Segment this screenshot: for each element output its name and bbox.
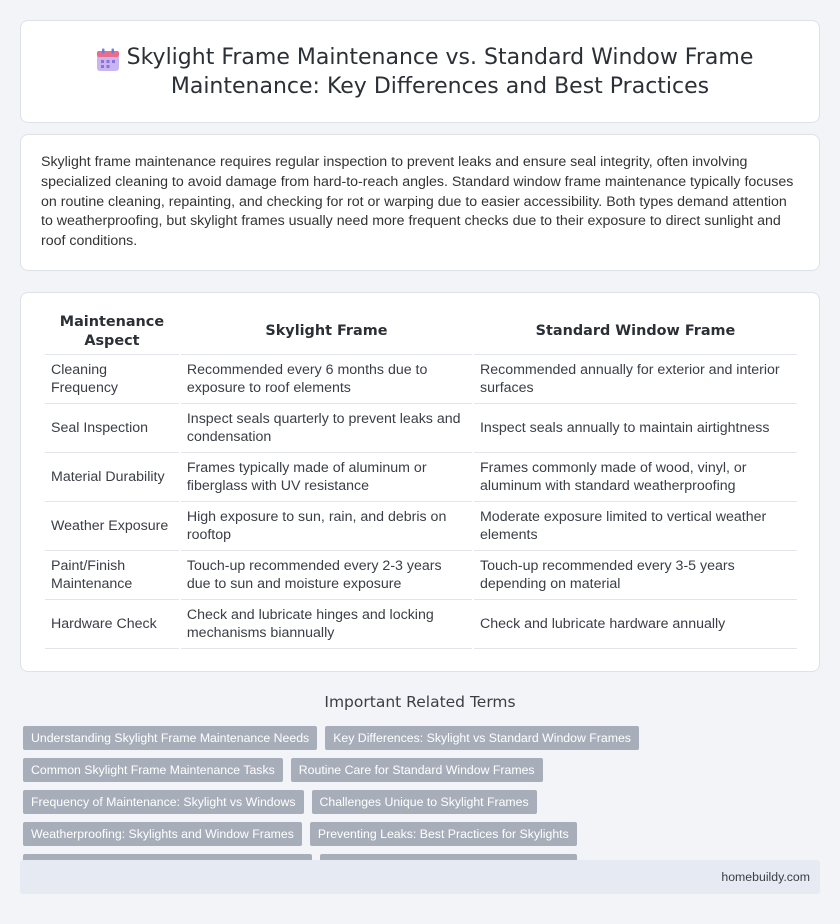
table-row: [45, 355, 797, 404]
standard-cell: Inspect seals annually to maintain airtightness: [474, 404, 797, 453]
related-term-tag[interactable]: Routine Care for Standard Window Frames: [291, 758, 543, 782]
related-term-tag[interactable]: Challenges Unique to Skylight Frames: [312, 790, 537, 814]
skylight-cell: Recommended every 6 months due to exposure to roof elements: [181, 355, 472, 404]
related-term-tag[interactable]: Common Skylight Frame Maintenance Tasks: [23, 758, 283, 782]
aspect-cell: Paint/Finish Maintenance: [45, 551, 179, 600]
related-term-tag[interactable]: Preventing Leaks: Best Practices for Skylights: [310, 822, 577, 846]
related-terms-list: [23, 726, 823, 878]
table-row: [45, 502, 797, 551]
aspect-cell: Hardware Check: [45, 600, 179, 649]
standard-cell: Frames commonly made of wood, vinyl, or aluminum with standard weatherproofing: [474, 453, 797, 502]
table-row: [45, 600, 797, 649]
table-row: [45, 453, 797, 502]
related-term-tag[interactable]: Weatherproofing: Skylights and Window Frames: [23, 822, 302, 846]
skylight-cell: Inspect seals quarterly to prevent leaks and condensation: [181, 404, 472, 453]
skylight-cell: Frames typically made of aluminum or fiberglass with UV resistance: [181, 453, 472, 502]
related-term-tag[interactable]: Key Differences: Skylight vs Standard Window Frames: [325, 726, 639, 750]
table-header-row: [45, 309, 797, 355]
footer-site-link[interactable]: homebuildy.com: [721, 870, 810, 884]
skylight-cell: High exposure to sun, rain, and debris on rooftop: [181, 502, 472, 551]
intro-card: [20, 134, 820, 271]
standard-cell: Touch-up recommended every 3-5 years depending on material: [474, 551, 797, 600]
related-term-tag[interactable]: Frequency of Maintenance: Skylight vs Windows: [23, 790, 304, 814]
title-card: [20, 20, 820, 123]
comparison-table: [43, 309, 799, 649]
header-skylight: Skylight Frame: [181, 309, 472, 355]
aspect-cell: Cleaning Frequency: [45, 355, 179, 404]
intro-paragraph: Skylight frame maintenance requires regular inspection to prevent leaks and ensure seal integrity, often involving specialized cleaning to avoid damage from hard-to-reach angles. Standard window frame maintenance typically focuses on routine cleaning, repainting, and checking for rot or warping due to easier accessibility. Both types demand attention to weatherproofing, but skylight frames usually need more frequent checks due to their exposure to direct sunlight and roof conditions.: [41, 154, 794, 250]
table-row: [45, 404, 797, 453]
page-title: Skylight Frame Maintenance vs. Standard Window Frame Maintenance: Key Differences and Best Practices: [126, 44, 754, 99]
footer: [20, 860, 820, 894]
aspect-cell: Seal Inspection: [45, 404, 179, 453]
aspect-cell: Material Durability: [45, 453, 179, 502]
aspect-cell: Weather Exposure: [45, 502, 179, 551]
standard-cell: Recommended annually for exterior and interior surfaces: [474, 355, 797, 404]
skylight-cell: Touch-up recommended every 2-3 years due to sun and moisture exposure: [181, 551, 472, 600]
header-standard: Standard Window Frame: [474, 309, 797, 355]
skylight-cell: Check and lubricate hinges and locking mechanisms biannually: [181, 600, 472, 649]
standard-cell: Moderate exposure limited to vertical weather elements: [474, 502, 797, 551]
table-row: [45, 551, 797, 600]
header-aspect: Maintenance Aspect: [45, 309, 179, 355]
related-term-tag[interactable]: Understanding Skylight Frame Maintenance Needs: [23, 726, 317, 750]
standard-cell: Check and lubricate hardware annually: [474, 600, 797, 649]
related-terms-heading: Important Related Terms: [324, 693, 516, 711]
table-card: [20, 292, 820, 672]
